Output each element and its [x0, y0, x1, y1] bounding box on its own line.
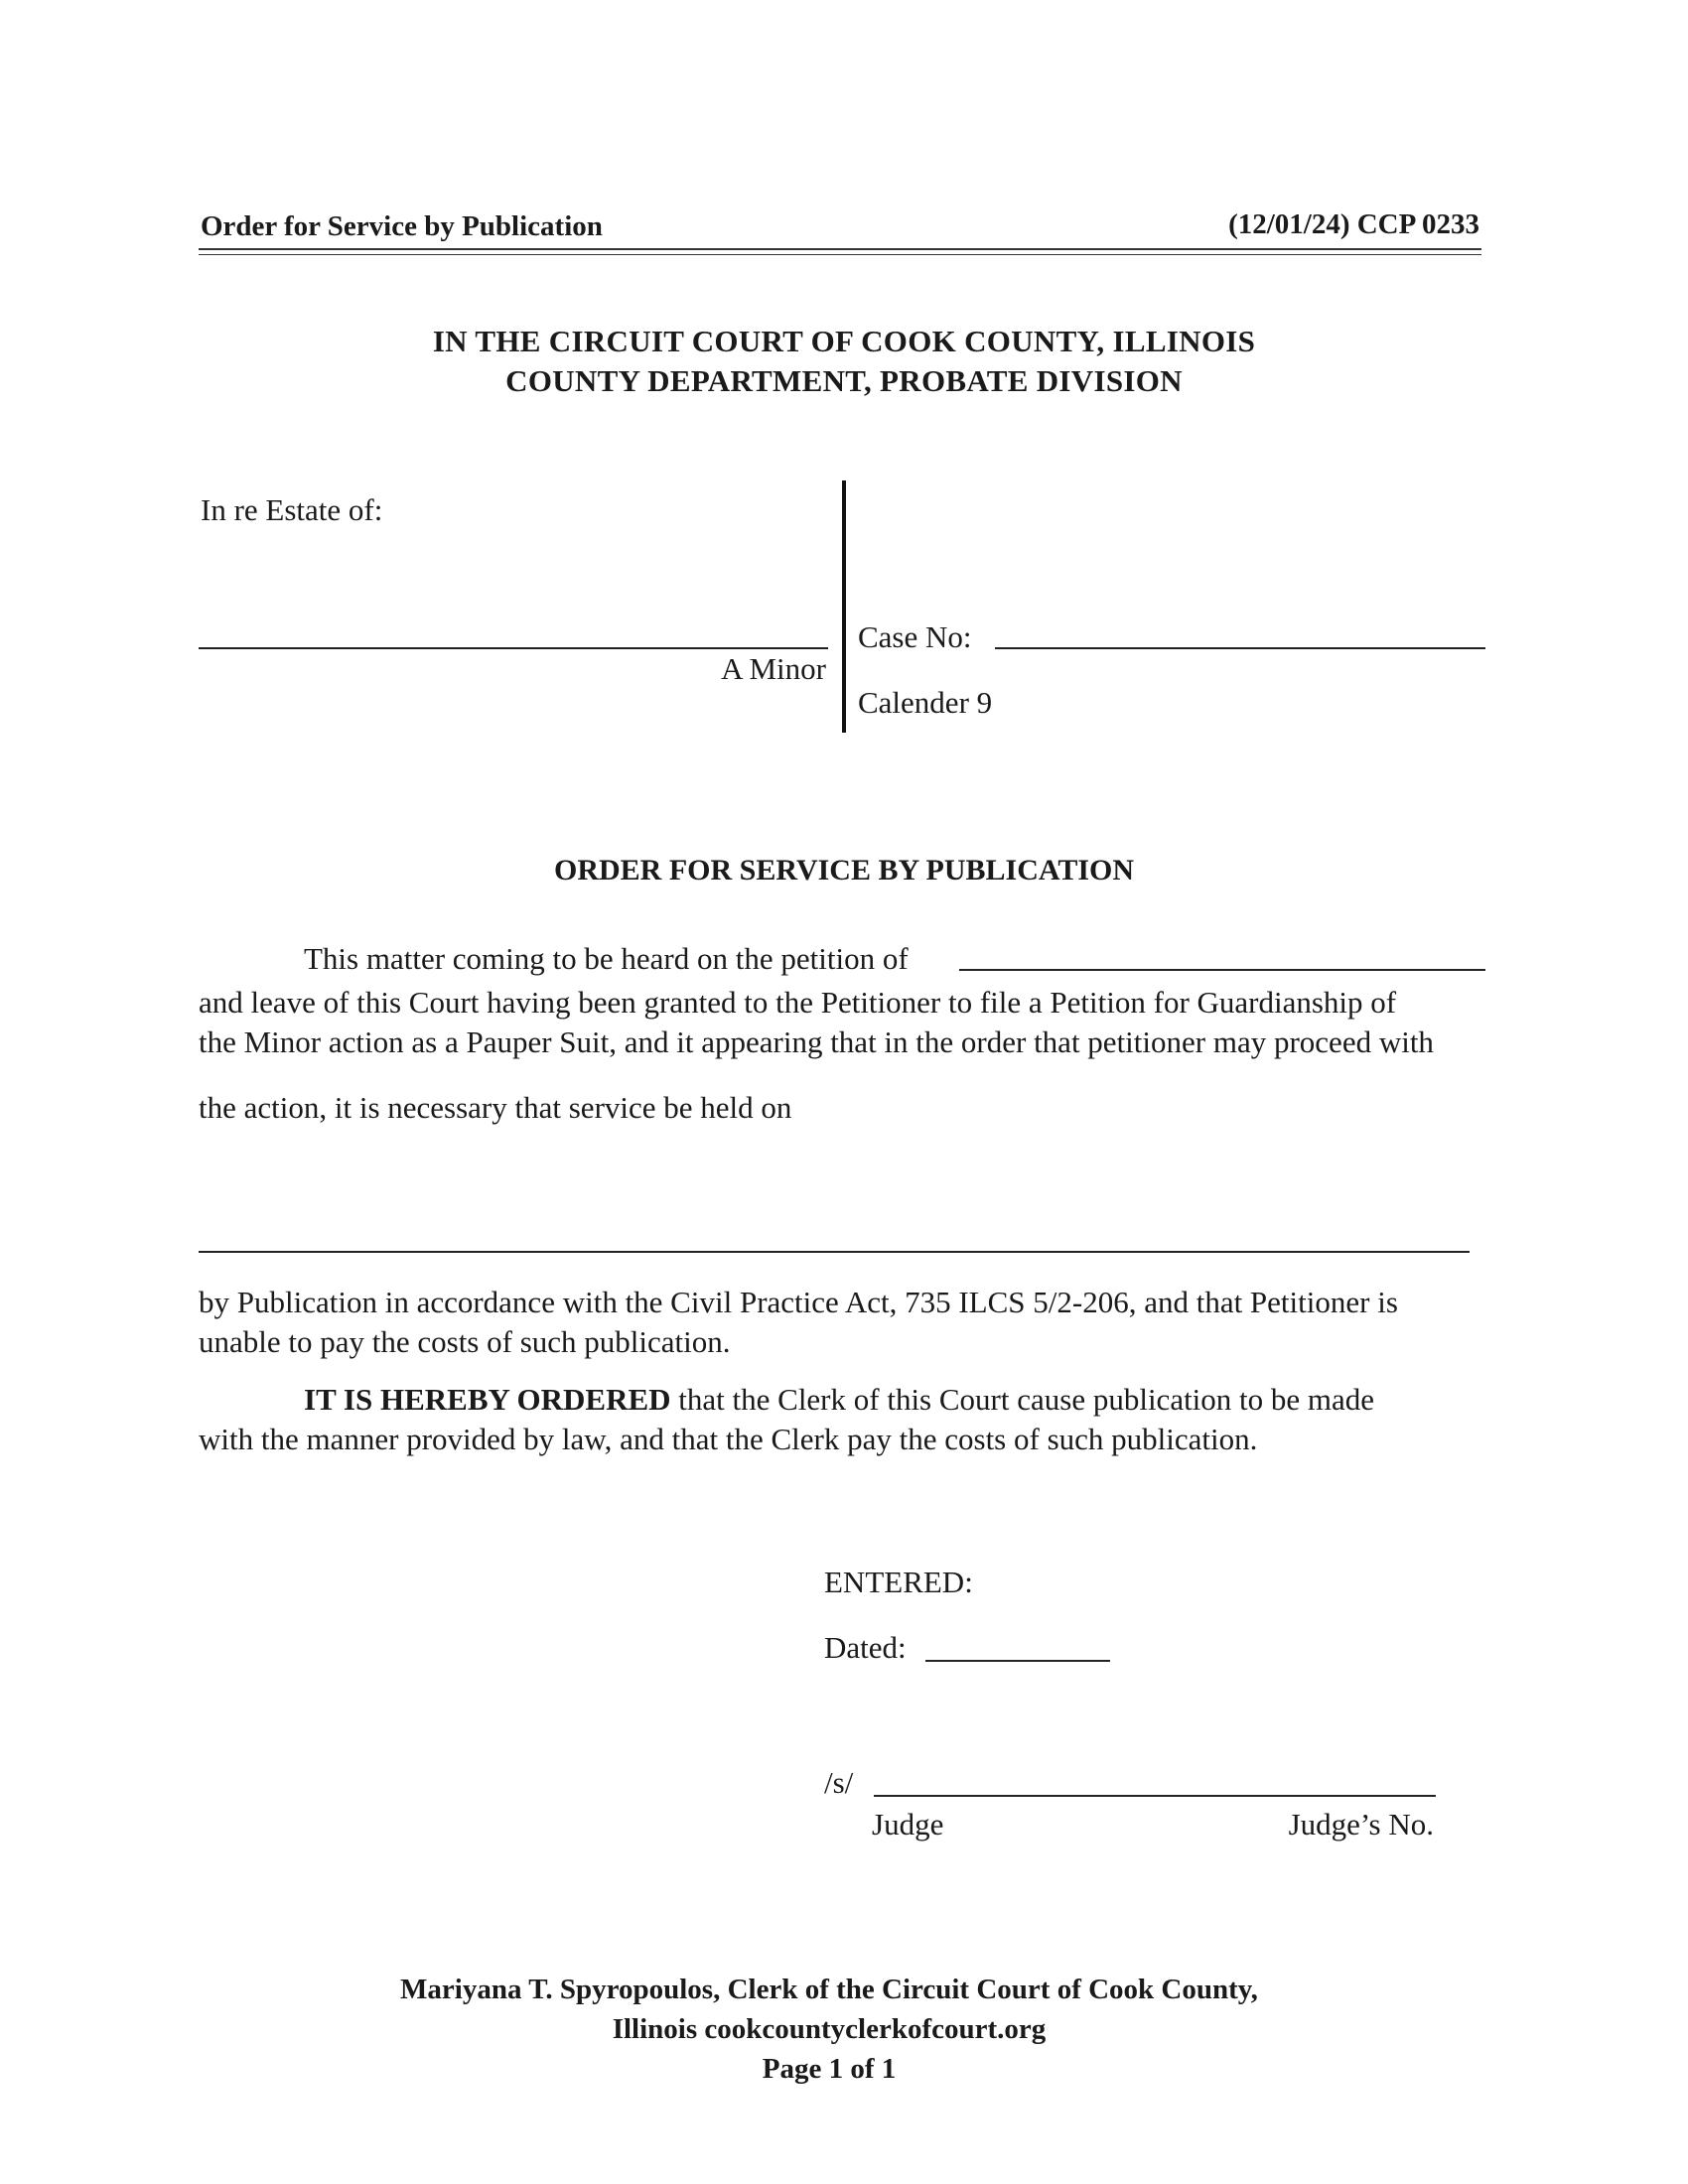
- caption-divider: [842, 480, 846, 733]
- footer-clerk: Mariyana T. Spyropoulos, Clerk of the Circuit Court of Cook County,: [400, 1974, 1258, 2005]
- para1-line2: and leave of this Court having been granted to the Petitioner to file a Petition for Guardianship of: [199, 985, 1397, 1020]
- page-number: Page 1 of 1: [762, 2053, 897, 2085]
- ordered-rest: that the Clerk of this Court cause publication to be made: [670, 1382, 1375, 1417]
- ordered-bold: IT IS HEREBY ORDERED: [304, 1382, 671, 1417]
- ordered-line1: [304, 1380, 1374, 1420]
- sig-prefix: /s/: [824, 1765, 854, 1800]
- judge-signature-field[interactable]: [874, 1795, 1436, 1797]
- para1-line3: the Minor action as a Pauper Suit, and it appearing that in the order that petitioner may proceed with: [199, 1024, 1434, 1059]
- header-rule-bottom: [199, 254, 1481, 255]
- form-code: (12/01/24) CCP 0233: [1228, 208, 1479, 240]
- case-no-label: Case No:: [858, 619, 972, 654]
- court-name: IN THE CIRCUIT COURT OF COOK COUNTY, ILLINOIS: [432, 324, 1256, 358]
- footer-website: Illinois cookcountyclerkofcourt.org: [612, 2013, 1047, 2045]
- order-title: ORDER FOR SERVICE BY PUBLICATION: [553, 854, 1135, 887]
- ordered-line2: with the manner provided by law, and that the Clerk pay the costs of such publication.: [199, 1422, 1258, 1456]
- dated-label: Dated:: [824, 1630, 907, 1665]
- form-title: Order for Service by Publication: [201, 210, 603, 242]
- petitioner-name-field[interactable]: [959, 969, 1485, 971]
- case-no-field[interactable]: [995, 647, 1485, 649]
- dated-field[interactable]: [925, 1660, 1110, 1662]
- court-division: COUNTY DEPARTMENT, PROBATE DIVISION: [505, 363, 1183, 398]
- para1-line4: the action, it is necessary that service be held on: [199, 1090, 792, 1125]
- service-party-field[interactable]: [199, 1251, 1470, 1253]
- judge-no-label: Judge’s No.: [1288, 1807, 1434, 1842]
- para2-line2: unable to pay the costs of such publication.: [199, 1324, 731, 1359]
- petition-intro: This matter coming to be heard on the petition of: [304, 941, 909, 976]
- judge-label: Judge: [872, 1807, 944, 1842]
- para2-line1: by Publication in accordance with the Civil Practice Act, 735 ILCS 5/2-206, and that Petitioner is: [199, 1285, 1398, 1319]
- header-rule-top: [199, 248, 1481, 250]
- calendar-label: Calender 9: [858, 685, 993, 720]
- entered-label: ENTERED:: [824, 1565, 973, 1599]
- party-type: A Minor: [721, 651, 826, 686]
- in-re-estate-label: In re Estate of:: [201, 492, 383, 527]
